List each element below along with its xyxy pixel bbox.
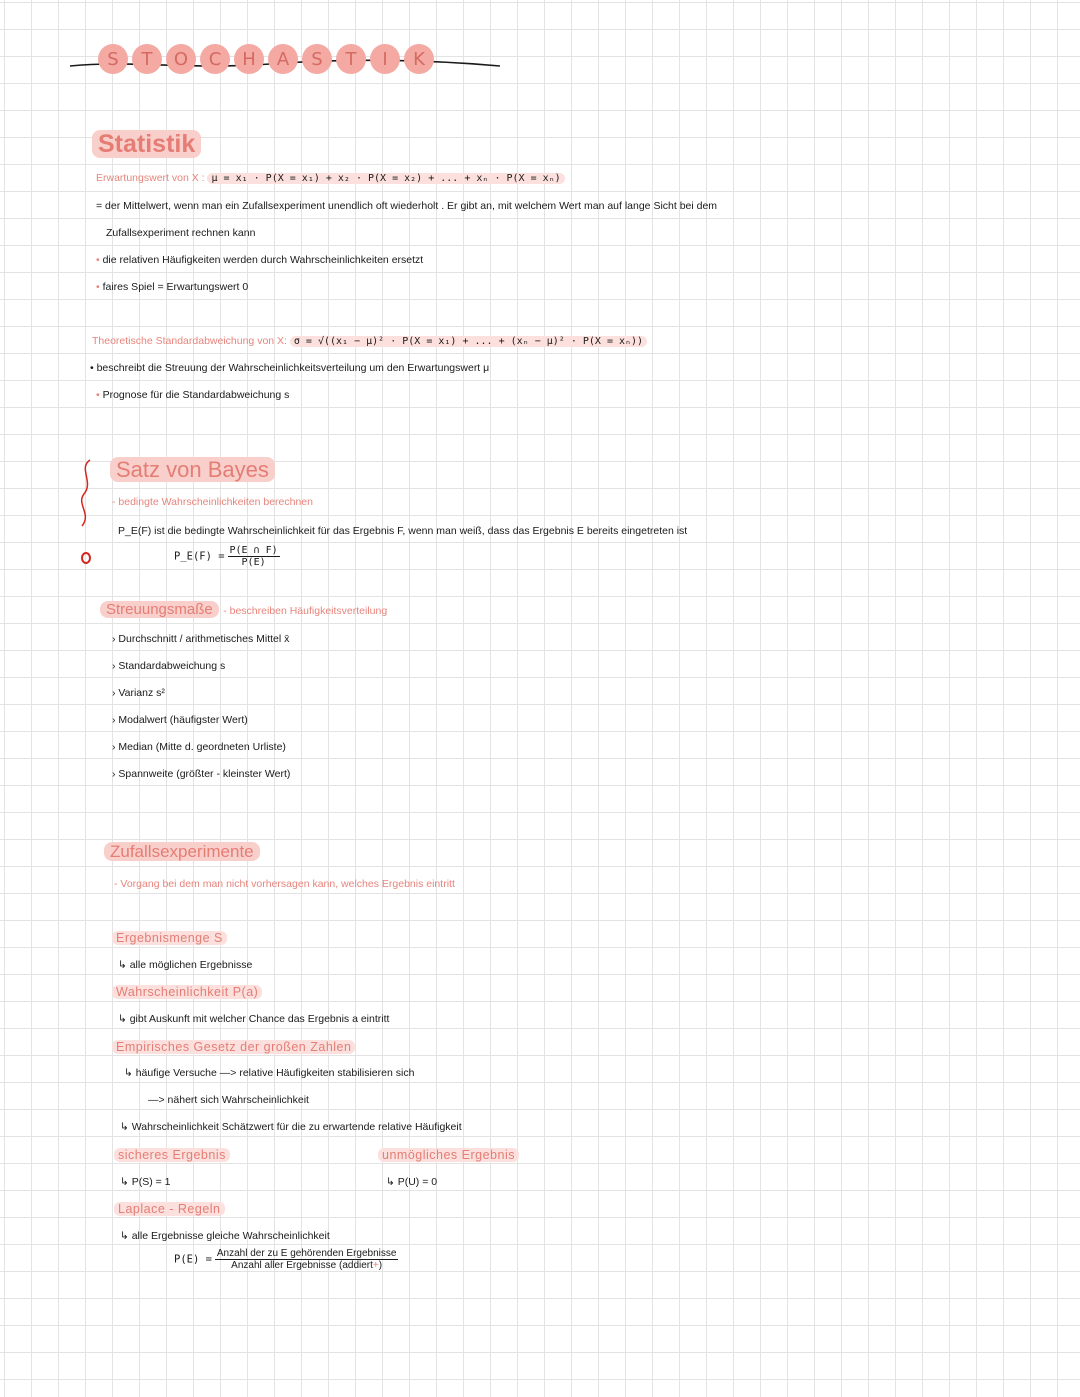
ergebnismenge-text: ↳ alle möglichen Ergebnisse [118, 959, 253, 971]
sicheres-ergebnis-label: sicheres Ergebnis [114, 1148, 230, 1162]
gesetz-label: Empirisches Gesetz der großen Zahlen [112, 1040, 355, 1054]
erwartungswert-variable: X : [191, 172, 205, 184]
title-letter: A [268, 44, 298, 74]
standardabweichung-bullet: • beschreibt die Streuung der Wahrscheinlichkeitsverteilung um den Erwartungswert μ [90, 362, 490, 374]
streuung-heading: Streuungsmaße [100, 601, 219, 618]
erwartungswert-formula: μ = x₁ · P(X = x₁) + x₂ · P(X = x₂) + ... + xₙ · P(X = xₙ) [207, 173, 564, 184]
unmoegliches-ergebnis-label: unmögliches Ergebnis [378, 1148, 519, 1162]
title-letter: K [404, 44, 434, 74]
ergebnismenge-label: Ergebnismenge S [112, 931, 227, 945]
statistik-heading: Statistik [92, 130, 201, 159]
unmoegliches-ergebnis-text: ↳ P(U) = 0 [386, 1176, 438, 1188]
streuung-item: › Varianz s² [112, 687, 165, 699]
bayes-heading: Satz von Bayes [110, 457, 275, 483]
laplace-fraction: $\frac{\text{Anzahl der zu E gehörenden Ergebnisse}}{\text{Anzahl aller Ergebnisse (addiert+)}}$ [216, 1248, 397, 1271]
title-letter: H [234, 44, 264, 74]
statistik-bullet: Zufallsexperiment rechnen kann [106, 227, 256, 239]
title-letter: S [302, 44, 332, 74]
wahrscheinlichkeit-text: ↳ gibt Auskunft mit welcher Chance das Ergebnis a eintritt [118, 1013, 390, 1025]
bayes-formula: P_E(F) = $\frac{P(E \cap F)}{P(E)}$ [174, 545, 278, 568]
streuung-subtitle: - beschreiben Häufigkeitsverteilung [223, 605, 388, 617]
standardabweichung-line [92, 335, 647, 347]
streuung-item: › Median (Mitte d. geordneten Urliste) [112, 741, 286, 753]
gesetz-line: ↳ Wahrscheinlichkeit Schätzwert für die zu erwartende relative Häufigkeit [120, 1121, 462, 1133]
erwartungswert-line [96, 172, 565, 184]
bracket-mark-icon [74, 458, 98, 528]
gesetz-line: ↳ häufige Versuche —> relative Häufigkeiten stabilisieren sich [124, 1067, 415, 1079]
standardabweichung-variable: X: [277, 335, 287, 347]
streuung-item: › Standardabweichung s [112, 660, 226, 672]
standardabweichung-label: Theoretische Standardabweichung von [92, 335, 275, 347]
streuung-item: › Durchschnitt / arithmetisches Mittel x̄ [112, 633, 290, 645]
bayes-description: P_E(F) ist die bedingte Wahrscheinlichkeit für das Ergebnis F, wenn man weiß, dass das Ergebnis E bereits eingetreten ist [118, 525, 688, 537]
zufall-subtitle: - Vorgang bei dem man nicht vorhersagen kann, welches Ergebnis eintritt [114, 878, 455, 890]
title-letter: T [336, 44, 366, 74]
title-letter: C [200, 44, 230, 74]
laplace-text: ↳ alle Ergebnisse gleiche Wahrscheinlichkeit [120, 1230, 330, 1242]
gesetz-line: —> nähert sich Wahrscheinlichkeit [148, 1094, 309, 1106]
bayes-fraction: $\frac{P(E \cap F)}{P(E)}$ [229, 545, 278, 568]
title-letter: O [166, 44, 196, 74]
title-letter: I [370, 44, 400, 74]
title-letter: T [132, 44, 162, 74]
streuung-heading-line [100, 601, 387, 619]
title-letter: S [98, 44, 128, 74]
statistik-bullet: • faires Spiel = Erwartungswert 0 [96, 281, 249, 293]
attention-dot-icon [80, 551, 92, 565]
laplace-formula: P(E) = $\frac{\text{Anzahl der zu E gehörenden Ergebnisse}}{\text{Anzahl aller Ergebnisse (addiert+)}}$ [174, 1248, 397, 1271]
sicheres-ergebnis-text: ↳ P(S) = 1 [120, 1176, 171, 1188]
page-title [98, 44, 434, 74]
streuung-item: › Spannweite (größter - kleinster Wert) [112, 768, 291, 780]
zufall-heading: Zufallsexperimente [104, 842, 260, 862]
statistik-bullet: = der Mittelwert, wenn man ein Zufallsexperiment unendlich oft wiederholt . Er gibt an, mit welchem Wert man auf lange Sicht bei dem [96, 200, 718, 212]
standardabweichung-bullet: • Prognose für die Standardabweichung s [96, 389, 290, 401]
statistik-bullet: • die relativen Häufigkeiten werden durch Wahrscheinlichkeiten ersetzt [96, 254, 424, 266]
streuung-item: › Modalwert (häufigster Wert) [112, 714, 248, 726]
bayes-subtitle: - bedingte Wahrscheinlichkeiten berechnen [112, 496, 313, 508]
wahrscheinlichkeit-label: Wahrscheinlichkeit P(a) [112, 985, 262, 999]
standardabweichung-formula: σ = √((x₁ − μ)² · P(X = x₁) + ... + (xₙ − μ)² · P(X = xₙ)) [290, 336, 647, 347]
laplace-label: Laplace - Regeln [114, 1202, 225, 1216]
erwartungswert-label: Erwartungswert von [96, 172, 189, 184]
